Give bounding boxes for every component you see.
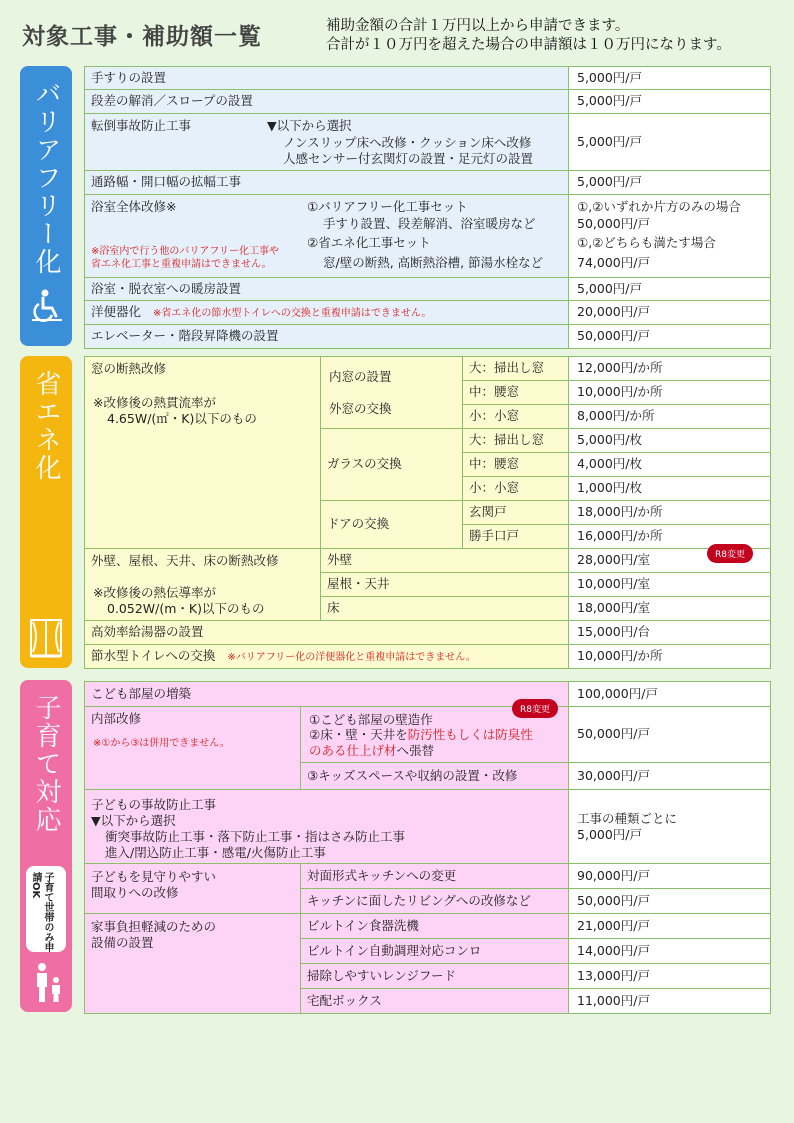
section-label-child: 子育て対応 <box>31 694 61 834</box>
item-price: 74,000円/戸 <box>577 255 650 270</box>
option-text: 進入/閉込防止工事・感電/火傷防止工事 <box>105 845 326 860</box>
size-label: 中：腰窓 <box>463 453 569 477</box>
option-text: 掃除しやすいレンジフード <box>301 964 569 989</box>
item-name: 洋便器化 <box>91 304 142 320</box>
select-label: ▼以下から選択 <box>267 118 352 133</box>
table-row <box>85 114 771 171</box>
item-price: 30,000円/戸 <box>569 763 771 790</box>
item-price: 90,000円/戸 <box>569 864 771 889</box>
warning-note: ※浴室内で行う他のバリアフリー化工事や <box>91 246 279 257</box>
table-row <box>85 67 771 90</box>
option-text: へ張替 <box>396 743 435 758</box>
child-only-badge <box>26 866 66 952</box>
item-name: 通路幅・開口幅の拡幅工事 <box>85 171 569 195</box>
size-label: 玄関戸 <box>463 501 569 525</box>
item-price: 5,000円/戸 <box>577 827 643 842</box>
item-price: 13,000円/戸 <box>569 964 771 989</box>
highlight-text: 防汚性もしくは防臭性 <box>407 727 533 742</box>
size-label: 大：掃出し窓 <box>463 357 569 381</box>
item-price: 50,000円/戸 <box>577 216 650 231</box>
option-text: ノンスリップ床へ改修・クッション床へ改修 <box>283 135 532 150</box>
energy-table <box>84 356 771 669</box>
set-label: ②省エネ化工事セット <box>307 235 431 250</box>
item-name: 段差の解消／スロープの設置 <box>85 90 569 114</box>
item-price: 1,000円/枚 <box>569 477 771 501</box>
child-table <box>84 681 771 1014</box>
item-price: 50,000円/戸 <box>569 707 771 763</box>
option-text: ③キッズスペースや収納の設置・改修 <box>301 763 569 790</box>
item-name: 内部改修 <box>91 711 142 726</box>
window-icon <box>29 618 63 658</box>
set-detail: 窓/壁の断熱, 高断熱浴槽, 節湯水栓など <box>323 255 544 270</box>
sub-item: 内窓の設置 <box>329 369 392 384</box>
highlight-text: の <box>309 743 322 758</box>
item-note: ※改修後の熱伝導率が <box>93 585 216 600</box>
warning-note: ※省エネ化の節水型トイレへの交換と重複申請はできません。 <box>152 308 432 320</box>
item-price: 20,000円/戸 <box>569 301 771 325</box>
section-band-barrier <box>20 66 72 346</box>
parent-child-icon <box>30 962 64 1004</box>
item-price: 8,000円/か所 <box>569 405 771 429</box>
select-label: ▼以下から選択 <box>91 813 176 828</box>
item-name: エレベーター・階段昇降機の設置 <box>85 325 569 349</box>
item-price: 10,000円/か所 <box>569 381 771 405</box>
section-band-child <box>20 680 72 1012</box>
item-name: 浴室・脱衣室への暖房設置 <box>85 278 569 301</box>
option-text: 対面形式キッチンへの変更 <box>301 864 569 889</box>
option-text: ①こども部屋の壁造作 <box>309 712 433 727</box>
item-price: 10,000円/か所 <box>569 645 771 669</box>
item-name: 子どもの事故防止工事 <box>91 797 217 812</box>
item-name: 家事負担軽減のための <box>91 919 217 934</box>
item-price: 28,000円/室 <box>569 549 771 573</box>
table-row <box>85 195 771 278</box>
item-price: 100,000円/戸 <box>569 682 771 707</box>
table-row <box>85 357 771 381</box>
option-text: ビルトイン食器洗機 <box>301 914 569 939</box>
option-text: 衝突事故防止工事・落下防止工事・指はさみ防止工事 <box>105 829 406 844</box>
wheelchair-icon <box>30 288 64 322</box>
item-price: 15,000円/台 <box>569 621 771 645</box>
item-name: 転倒事故防止工事 <box>91 118 192 133</box>
item-name: 間取りへの改修 <box>91 885 179 900</box>
item-name: 設備の設置 <box>91 935 154 950</box>
option-text: キッチンに面したリビングへの改修など <box>301 889 569 914</box>
sub-item: 屋根・天井 <box>321 573 569 597</box>
table-row <box>85 325 771 349</box>
item-price: 18,000円/室 <box>569 597 771 621</box>
item-price: 4,000円/枚 <box>569 453 771 477</box>
set-label: ①バリアフリー化工事セット <box>307 199 468 214</box>
warning-note: 省エネ化工事と重複申請はできません。 <box>91 259 272 270</box>
table-row <box>85 707 771 763</box>
section-label-energy: 省エネ化 <box>31 370 61 482</box>
table-row <box>85 621 771 645</box>
size-label: 勝手口戸 <box>463 525 569 549</box>
sub-item: 外壁 <box>321 549 569 573</box>
sub-item: ドアの交換 <box>321 501 463 549</box>
item-name: 浴室全体改修※ <box>91 199 177 214</box>
table-row <box>85 864 771 889</box>
section-band-energy <box>20 356 72 668</box>
size-label: 大：掃出し窓 <box>463 429 569 453</box>
item-price: 16,000円/か所 <box>569 525 771 549</box>
table-row <box>85 278 771 301</box>
price-condition: 工事の種類ごとに <box>577 811 678 826</box>
item-price: 5,000円/戸 <box>569 278 771 301</box>
option-text: 人感センサー付玄関灯の設置・足元灯の設置 <box>283 151 534 166</box>
table-row <box>85 549 771 573</box>
item-price: 50,000円/戸 <box>569 889 771 914</box>
sub-item: 床 <box>321 597 569 621</box>
highlight-text: ある仕上げ材 <box>321 743 397 758</box>
item-price: 5,000円/戸 <box>569 114 771 171</box>
item-name: こども部屋の増築 <box>85 682 569 707</box>
item-price: 5,000円/枚 <box>569 429 771 453</box>
change-badge: R8変更 <box>512 699 558 718</box>
table-row <box>85 682 771 707</box>
item-price: 5,000円/戸 <box>569 171 771 195</box>
item-price: 5,000円/戸 <box>569 67 771 90</box>
warning-note: ※①から③は併用できません。 <box>93 738 230 749</box>
size-label: 中：腰窓 <box>463 381 569 405</box>
set-detail: 手すり設置、段差解消、浴室暖房など <box>323 216 536 231</box>
option-text: 宅配ボックス <box>301 989 569 1014</box>
page-title: 対象工事・補助額一覧 <box>22 24 262 50</box>
section-label-barrier: バリアフリー化 <box>31 80 61 276</box>
item-name: 高効率給湯器の設置 <box>85 621 569 645</box>
item-price: 18,000円/か所 <box>569 501 771 525</box>
item-price: 14,000円/戸 <box>569 939 771 964</box>
warning-note: ※バリアフリー化の洋便器化と重複申請はできません。 <box>227 652 476 664</box>
item-price: 11,000円/戸 <box>569 989 771 1014</box>
item-note: ※改修後の熱貫流率が <box>93 395 216 410</box>
size-label: 小：小窓 <box>463 477 569 501</box>
item-price: 21,000円/戸 <box>569 914 771 939</box>
item-price: 10,000円/室 <box>569 573 771 597</box>
option-text: ②床・壁・天井を <box>309 727 408 742</box>
price-condition: ①,②どちらも満たす場合 <box>577 235 716 250</box>
item-name: 子どもを見守りやすい <box>91 869 217 884</box>
item-name: 節水型トイレへの交換 <box>91 648 216 664</box>
header-note-2: 合計が１０万円を超えた場合の申請額は１０万円になります。 <box>326 37 731 53</box>
table-row <box>85 790 771 864</box>
size-label: 小：小窓 <box>463 405 569 429</box>
table-row <box>85 914 771 939</box>
sub-item: 外窓の交換 <box>329 401 392 416</box>
table-row <box>85 645 771 669</box>
barrier-table <box>84 66 771 349</box>
sub-item: ガラスの交換 <box>321 429 463 501</box>
header-note-1: 補助金額の合計１万円以上から申請できます。 <box>326 18 630 34</box>
item-note: 4.65W/(㎡・K)以下のもの <box>107 411 257 426</box>
price-condition: ①,②いずれか片方のみの場合 <box>577 199 741 214</box>
item-note: 0.052W/(m・K)以下のもの <box>107 601 265 616</box>
item-name: 手すりの設置 <box>85 67 569 90</box>
table-row <box>85 301 771 325</box>
option-text: ビルトイン自動調理対応コンロ <box>301 939 569 964</box>
item-price: 50,000円/戸 <box>569 325 771 349</box>
change-badge: R8変更 <box>707 544 753 563</box>
child-only-text: 子育て世帯のみ申請OK <box>30 872 53 952</box>
item-price: 5,000円/戸 <box>569 90 771 114</box>
item-price: 12,000円/か所 <box>569 357 771 381</box>
table-row <box>85 171 771 195</box>
item-name: 窓の断熱改修 <box>91 361 167 376</box>
item-name: 外壁、屋根、天井、床の断熱改修 <box>91 553 279 568</box>
table-row <box>85 90 771 114</box>
